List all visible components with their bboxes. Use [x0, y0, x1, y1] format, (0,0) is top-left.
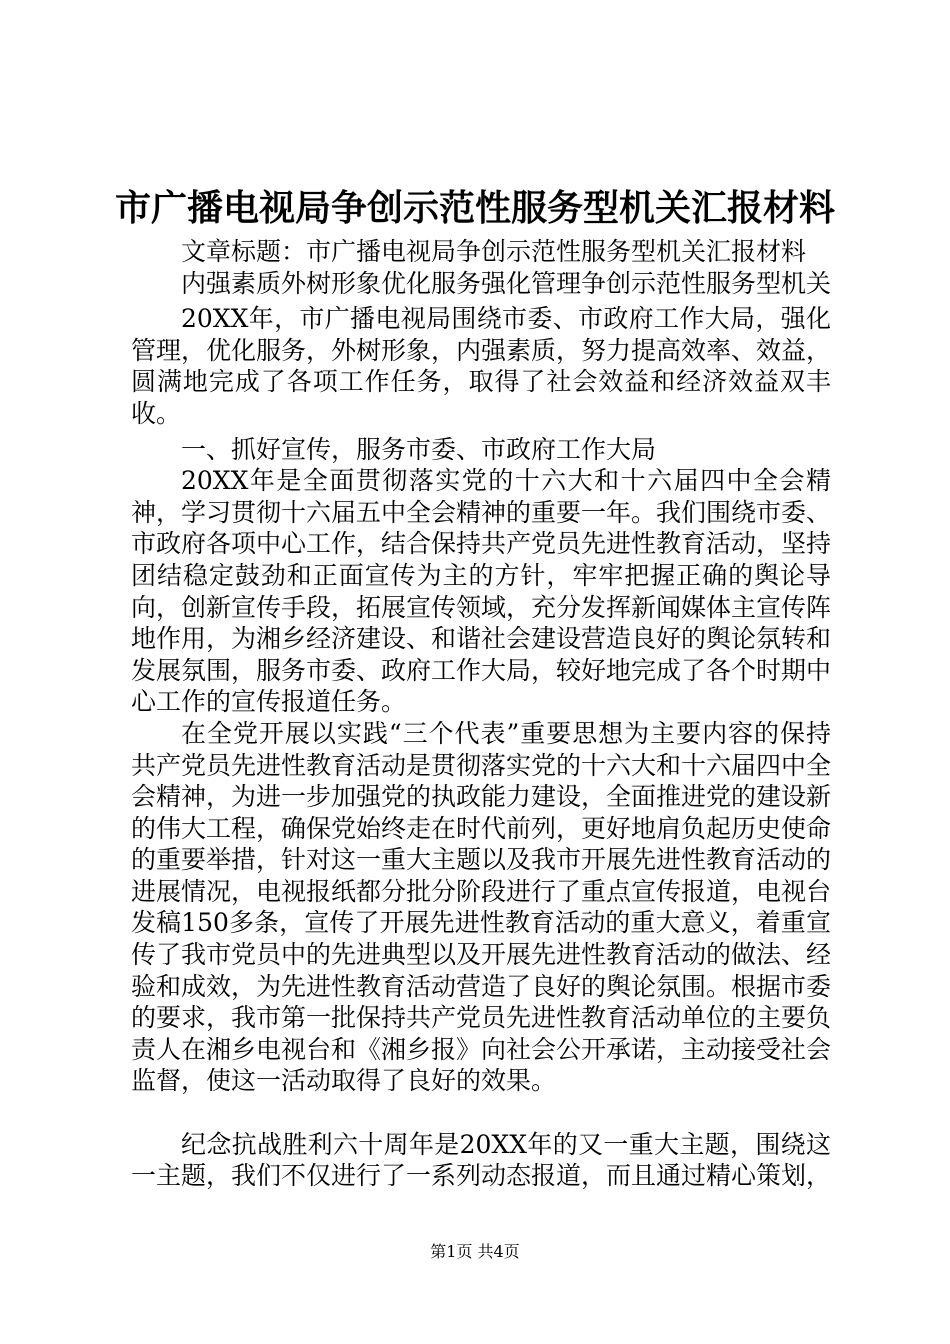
spacer: [131, 1097, 831, 1129]
document-title: 市广播电视局争创示范性服务型机关汇报材料: [114, 187, 835, 229]
subtitle-line: 内强素质外树形象优化服务强化管理争创示范性服务型机关: [181, 268, 832, 298]
page-footer: [0, 1240, 950, 1264]
intro-paragraph: 20XX年，市广播电视局围绕市委、市政府工作大局，强化管理，优化服务，外树形象，内强素质，努力提高效率、效益，圆满地完成了各项工作任务，取得了社会效益和经济效益双丰收。: [131, 304, 832, 428]
page-number: 第1页 共4页: [430, 1242, 520, 1261]
article-title-line: 文章标题：市广播电视局争创示范性服务型机关汇报材料: [181, 237, 807, 266]
body-paragraph: 纪念抗战胜利六十周年是20XX年的又一重大主题，围绕这一主题，我们不仅进行了一系列动态报道，而且通过精心策划，: [131, 1129, 832, 1191]
section-heading: 一、抓好宣传，服务市委、市政府工作大局: [181, 434, 657, 464]
body-paragraph: 在全党开展以实践“三个代表”重要思想为主要内容的保持共产党员先进性教育活动是贯彻落实党的十六大和十六届四中全会精神，为进一步加强党的执政能力建设，全面推进党的建设新的伟大工程，确保党始终走在时代前列，更好地肩负起历史使命的重要举措，针对这一重大主题以及我市开展先进性教育活动的进展情况，电视报纸都分批分阶段进行了重点宣传报道，电视台发稿150多条，宣传了开展先进性教育活动的重大意义，着重宣传了我市党员中的先进典型以及开展先进性教育活动的做法、经验和成效，为先进性教育活动营造了良好的舆论氛围。根据市委的要求，我市第一批保持共产党员先进性教育活动单位的主要负责人在湘乡电视台和《湘乡报》向社会公开承诺，主动接受社会监督，使这一活动取得了良好的效果。: [131, 718, 832, 1096]
document-body: [131, 236, 831, 1192]
body-paragraph: 20XX年是全面贯彻落实党的十六大和十六届四中全会精神，学习贯彻十六届五中全会精神的重要一年。我们围绕市委、市政府各项中心工作，结合保持共产党员先进性教育活动，坚持团结稳定鼓劲和正面宣传为主的方针，牢牢把握正确的舆论导向，创新宣传手段，拓展宣传领域，充分发挥新闻媒体主宣传阵地作用，为湘乡经济建设、和谐社会建设营造良好的舆论氛转和发展氛围，服务市委、政府工作大局，较好地完成了各个时期中心工作的宣传报道任务。: [131, 466, 832, 717]
